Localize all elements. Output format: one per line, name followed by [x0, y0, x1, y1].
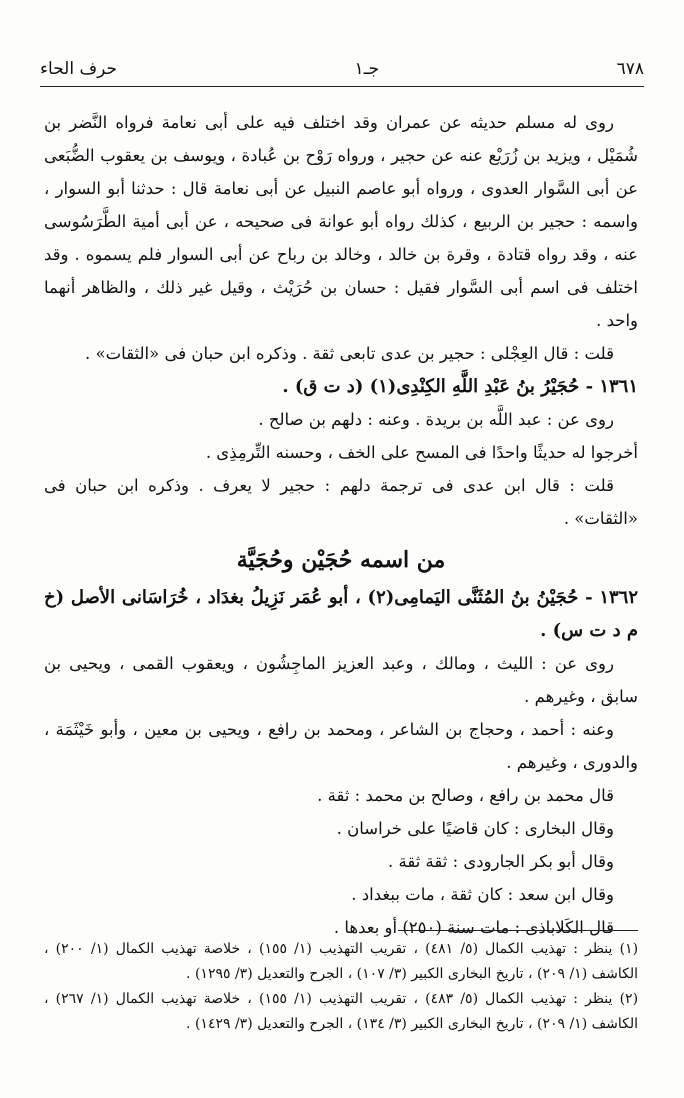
- paragraph-5: قلت : قال ابن عدى فى ترجمة دلهم : حجير لا يعرف . وذكره ابن حبان فى «الثقات» .: [44, 476, 638, 528]
- main-text: [44, 106, 638, 944]
- paragraph-6: روى عن : الليث ، ومالك ، وعبد العزيز الماجِشُون ، ويعقوب القمى ، ويحيى بن سابق ، وغيرهم .: [44, 654, 638, 706]
- footnote-1: (١) ينظر : تهذيب الكمال (٥/ ٤٨١) ، تقريب التهذيب (١/ ١٥٥) ، خلاصة تهذيب الكمال (١/ ٢٠٠) ، الكاشف (١/ ٢٠٩) ، تاريخ البخارى الكبير (٣/ ١٠٧) ، الجرح والتعديل (٣/ ١٢٩٥) .: [44, 941, 639, 982]
- paragraph-1: روى له مسلم حديثه عن عمران وقد اختلف فيه على أبى نعامة فرواه النَّضر بن شُمَيْل ، ويزيد بن زُرَيْع عنه عن حجير ، ورواه رَوْح بن عُبادة ، ويوسف بن يعقوب الضُّبَعى عن أبى السَّوار العدوى ، ورواه أبو عاصم النبيل عن أبى نعامة قال : حدثنا أبو السوار ، واسمه : حجير بن الربيع ، كذلك رواه أبو عوانة فى صحيحه ، عن أبى أمية الطَّرَسُوسى عنه ، وقد رواه قتادة ، وقرة بن خالد ، وخالد بن رباح عن أبى السوار فلم يسموه . وقد اختلف فى اسم أبى السَّوار فقيل : حسان بن حُرَيْث ، وقيل غير ذلك ، والظاهر أنهما واحد .: [44, 113, 638, 330]
- entry-1362-heading: ١٣٦٢ - حُجَيْنُ بنُ المُثَنَّى اليَمامِى(٢) ، أبو عُمَر نَزِيلُ بغدَاد ، خُرَاسَانى الأصل (خ م د ت س) .: [44, 587, 638, 641]
- page-header: [40, 56, 644, 87]
- quote-1: قال محمد بن رافع ، وصالح بن محمد : ثقة .: [317, 786, 614, 805]
- entry-1361-heading: ١٣٦١ - حُجَيْرُ بنُ عَبْدِ اللَّهِ الكِنْدِى(١) (د ت ق) .: [282, 376, 638, 397]
- chapter-title: حرف الحاء: [40, 59, 117, 79]
- page-number: ٦٧٨: [616, 59, 644, 79]
- quote-4: وقال ابن سعد : كان ثقة ، مات ببغداد .: [351, 885, 614, 904]
- section-title: من اسمه حُجَيْن وحُجَيَّة: [236, 547, 446, 573]
- footnote-2: (٢) ينظر : تهذيب الكمال (٥/ ٤٨٣) ، تقريب التهذيب (١/ ١٥٥) ، خلاصة تهذيب الكمال (١/ ٢٦٧) ، الكاشف (١/ ٢٠٩) ، تاريخ البخارى الكبير (٣/ ١٣٤) ، الجرح والتعديل (٣/ ١٤٢٩) .: [44, 991, 639, 1032]
- paragraph-7: وعنه : أحمد ، وحجاج بن الشاعر ، ومحمد بن رافع ، ويحيى بن معين ، وأبو خَيْثَمَة ، والدورى ، وغيرهم .: [44, 720, 638, 772]
- quote-5: قال الكَلاباذى : مات سنة (٢٥٠) أو بعدها .: [333, 918, 614, 937]
- paragraph-4: أخرجوا له حديثًا واحدًا فى المسح على الخف ، وحسنه التِّرمِذِى .: [205, 443, 638, 462]
- paragraph-2: قلت : قال العِجْلى : حجير بن عدى تابعى ثقة . وذكره ابن حبان فى «الثقات» .: [85, 344, 614, 363]
- volume-label: جـ١: [354, 59, 380, 79]
- paragraph-3: روى عن : عبد اللَّه بن بريدة . وعنه : دلهم بن صالح .: [258, 410, 614, 429]
- footnotes: [44, 930, 638, 1037]
- footnote-divider: [398, 930, 638, 931]
- quote-2: وقال البخارى : كان قاضيًا على خراسان .: [336, 819, 614, 838]
- quote-3: وقال أبو بكر الجارودى : ثقة ثقة .: [388, 852, 614, 871]
